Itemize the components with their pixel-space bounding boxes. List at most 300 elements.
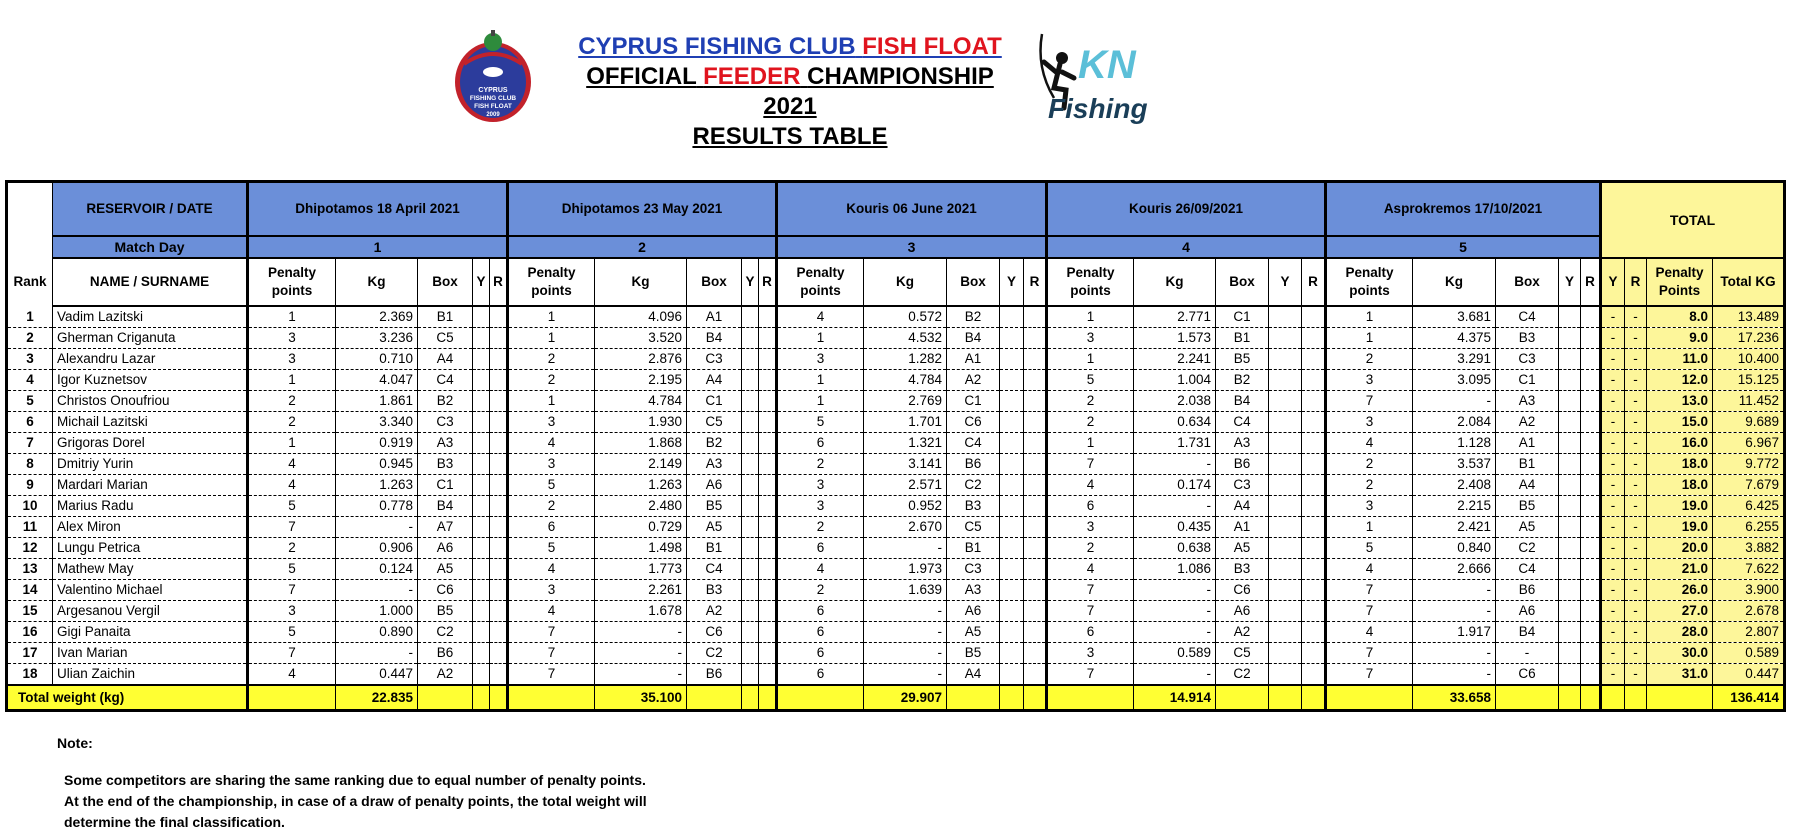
kg-cell: - xyxy=(864,664,947,686)
kg-cell: 1.000 xyxy=(336,601,418,622)
r-cell xyxy=(490,517,508,538)
penalty-cell: 5 xyxy=(248,559,336,580)
name-cell: Gherman Criganuta xyxy=(53,328,248,349)
kg-cell: 3.291 xyxy=(1413,349,1496,370)
rank-cell: 11 xyxy=(7,517,53,538)
table-row xyxy=(7,433,1785,454)
kg-cell: 3.340 xyxy=(336,412,418,433)
match-2-kg-header: Kg xyxy=(595,258,687,306)
kg-cell: - xyxy=(336,517,418,538)
kg-cell: 1.773 xyxy=(595,559,687,580)
penalty-cell: 4 xyxy=(248,454,336,475)
box-cell: C4 xyxy=(1496,306,1559,328)
penalty-cell: 2 xyxy=(1047,412,1134,433)
r-cell xyxy=(1302,643,1326,664)
y-cell xyxy=(1000,328,1024,349)
box-cell: B5 xyxy=(1496,496,1559,517)
y-cell xyxy=(473,643,490,664)
box-cell: B1 xyxy=(418,306,473,328)
total-r-cell: - xyxy=(1625,370,1647,391)
kg-cell: 1.678 xyxy=(595,601,687,622)
rank-cell: 15 xyxy=(7,601,53,622)
penalty-cell: 1 xyxy=(508,306,595,328)
y-cell xyxy=(473,370,490,391)
penalty-cell: 3 xyxy=(508,580,595,601)
r-cell xyxy=(1024,622,1047,643)
r-cell xyxy=(1024,580,1047,601)
r-cell xyxy=(1024,601,1047,622)
r-cell xyxy=(1024,517,1047,538)
y-cell xyxy=(1559,517,1581,538)
r-cell xyxy=(1581,601,1601,622)
svg-text:2009: 2009 xyxy=(486,112,500,118)
kg-cell: 2.771 xyxy=(1134,306,1216,328)
table-row xyxy=(7,643,1785,664)
kg-cell: 4.047 xyxy=(336,370,418,391)
y-cell xyxy=(1000,496,1024,517)
box-cell: A2 xyxy=(1496,412,1559,433)
match-5-r-header: R xyxy=(1581,258,1601,306)
total-penalty-cell: 18.0 xyxy=(1647,454,1713,475)
y-cell xyxy=(1269,664,1302,686)
penalty-cell: 1 xyxy=(508,391,595,412)
r-cell xyxy=(1302,475,1326,496)
box-cell: B3 xyxy=(1216,559,1269,580)
match-1-r-header: R xyxy=(490,258,508,306)
match-4-penalty-header: Penalty points xyxy=(1047,258,1134,306)
kg-cell: 1.263 xyxy=(595,475,687,496)
kg-cell: - xyxy=(1134,496,1216,517)
penalty-cell: 2 xyxy=(1047,538,1134,559)
total-y-cell: - xyxy=(1601,454,1625,475)
kg-cell: - xyxy=(1413,580,1496,601)
rank-cell: 3 xyxy=(7,349,53,370)
total-r-cell: - xyxy=(1625,454,1647,475)
penalty-cell: 2 xyxy=(248,412,336,433)
r-cell xyxy=(1024,349,1047,370)
match-4-box-header: Box xyxy=(1216,258,1269,306)
total-penalty-cell: 19.0 xyxy=(1647,517,1713,538)
r-cell xyxy=(759,643,777,664)
box-cell: B6 xyxy=(947,454,1000,475)
kg-cell: 0.589 xyxy=(1134,643,1216,664)
kg-cell: 0.638 xyxy=(1134,538,1216,559)
table-row xyxy=(7,622,1785,643)
box-cell: B5 xyxy=(687,496,742,517)
r-cell xyxy=(1581,538,1601,559)
kg-cell: 2.480 xyxy=(595,496,687,517)
penalty-cell: 3 xyxy=(1326,412,1413,433)
match-day-1: 1 xyxy=(248,236,508,258)
page-header xyxy=(0,26,1800,150)
y-cell xyxy=(1000,664,1024,686)
y-cell xyxy=(1000,517,1024,538)
kg-cell: 2.261 xyxy=(595,580,687,601)
y-cell xyxy=(473,622,490,643)
r-cell xyxy=(1024,559,1047,580)
y-cell xyxy=(742,391,759,412)
total-weight-ty-blank xyxy=(1601,685,1625,711)
match-2-total-weight: 35.100 xyxy=(595,685,687,711)
kg-cell: 0.919 xyxy=(336,433,418,454)
y-cell xyxy=(1000,538,1024,559)
box-cell: A3 xyxy=(1216,433,1269,454)
box-cell: B5 xyxy=(418,601,473,622)
penalty-cell: 5 xyxy=(248,622,336,643)
match-day-3: 3 xyxy=(777,236,1047,258)
penalty-cell: 2 xyxy=(1326,349,1413,370)
rank-cell: 6 xyxy=(7,412,53,433)
total-penalty-cell: 18.0 xyxy=(1647,475,1713,496)
y-cell xyxy=(1559,601,1581,622)
rank-cell: 1 xyxy=(7,306,53,328)
kg-cell: 0.572 xyxy=(864,306,947,328)
y-cell xyxy=(473,412,490,433)
total-penalty-cell: 16.0 xyxy=(1647,433,1713,454)
total-r-cell: - xyxy=(1625,306,1647,328)
penalty-cell: 2 xyxy=(777,454,864,475)
penalty-cell: 7 xyxy=(248,643,336,664)
y-cell xyxy=(1269,601,1302,622)
penalty-cell: 2 xyxy=(1326,475,1413,496)
penalty-cell: 7 xyxy=(248,580,336,601)
total-kg-header: Total KG xyxy=(1713,258,1785,306)
total-weight-r-blank xyxy=(1302,685,1326,711)
penalty-cell: 6 xyxy=(1047,496,1134,517)
penalty-cell: 5 xyxy=(508,475,595,496)
box-cell: C5 xyxy=(418,328,473,349)
box-cell: B1 xyxy=(947,538,1000,559)
r-cell xyxy=(490,454,508,475)
penalty-cell: 4 xyxy=(1326,622,1413,643)
table-row xyxy=(7,370,1785,391)
box-cell: A5 xyxy=(947,622,1000,643)
penalty-cell: 6 xyxy=(1047,622,1134,643)
box-cell: C3 xyxy=(1496,349,1559,370)
y-cell xyxy=(1559,454,1581,475)
r-cell xyxy=(1581,391,1601,412)
r-cell xyxy=(1581,643,1601,664)
y-cell xyxy=(473,601,490,622)
penalty-cell: 7 xyxy=(1326,580,1413,601)
match-1-venue: Dhipotamos 18 April 2021 xyxy=(248,182,508,237)
y-cell xyxy=(1559,328,1581,349)
match-3-r-header: R xyxy=(1024,258,1047,306)
y-cell xyxy=(1000,391,1024,412)
box-cell: C6 xyxy=(1496,664,1559,686)
total-r-cell: - xyxy=(1625,643,1647,664)
r-cell xyxy=(490,328,508,349)
y-cell xyxy=(1269,370,1302,391)
penalty-cell: 1 xyxy=(777,370,864,391)
rank-cell: 7 xyxy=(7,433,53,454)
y-cell xyxy=(742,412,759,433)
total-kg-cell: 7.622 xyxy=(1713,559,1785,580)
title-official: OFFICIAL xyxy=(586,63,697,90)
total-y-cell: - xyxy=(1601,580,1625,601)
y-cell xyxy=(1559,643,1581,664)
penalty-cell: 5 xyxy=(1326,538,1413,559)
penalty-cell: 2 xyxy=(248,538,336,559)
penalty-cell: 1 xyxy=(1326,306,1413,328)
y-cell xyxy=(1269,412,1302,433)
r-cell xyxy=(490,664,508,686)
y-cell xyxy=(1269,538,1302,559)
y-cell xyxy=(742,306,759,328)
y-cell xyxy=(473,517,490,538)
penalty-cell: 3 xyxy=(1326,496,1413,517)
y-cell xyxy=(473,538,490,559)
total-r-cell: - xyxy=(1625,538,1647,559)
match-5-total-weight: 33.658 xyxy=(1413,685,1496,711)
y-cell xyxy=(1269,391,1302,412)
total-weight-box-blank xyxy=(1216,685,1269,711)
box-cell: A1 xyxy=(1496,433,1559,454)
box-cell: C2 xyxy=(947,475,1000,496)
box-cell: B1 xyxy=(1216,328,1269,349)
r-cell xyxy=(1302,328,1326,349)
y-cell xyxy=(742,496,759,517)
total-y-cell: - xyxy=(1601,643,1625,664)
y-cell xyxy=(473,475,490,496)
kg-cell: - xyxy=(595,664,687,686)
penalty-cell: 3 xyxy=(1047,643,1134,664)
box-cell: A5 xyxy=(1496,517,1559,538)
y-cell xyxy=(1559,538,1581,559)
r-cell xyxy=(490,538,508,559)
box-cell: B6 xyxy=(687,664,742,686)
name-cell: Christos Onoufriou xyxy=(53,391,248,412)
kg-cell: 1.282 xyxy=(864,349,947,370)
kg-cell: - xyxy=(1134,664,1216,686)
penalty-cell: 3 xyxy=(508,454,595,475)
y-cell xyxy=(1000,349,1024,370)
total-weight-box-blank xyxy=(418,685,473,711)
kg-cell: - xyxy=(595,622,687,643)
y-cell xyxy=(742,538,759,559)
match-day-header: Match Day xyxy=(53,236,248,258)
penalty-cell: 1 xyxy=(1326,517,1413,538)
kg-cell: 2.241 xyxy=(1134,349,1216,370)
r-cell xyxy=(759,328,777,349)
box-cell: A6 xyxy=(418,538,473,559)
match-3-box-header: Box xyxy=(947,258,1000,306)
y-cell xyxy=(1269,475,1302,496)
penalty-cell: 1 xyxy=(777,391,864,412)
y-cell xyxy=(1559,306,1581,328)
note-label: Note: xyxy=(57,735,93,751)
kg-cell: 1.701 xyxy=(864,412,947,433)
title-championship: CHAMPIONSHIP 2021 xyxy=(763,63,994,120)
total-y-cell: - xyxy=(1601,475,1625,496)
r-cell xyxy=(1302,306,1326,328)
r-cell xyxy=(1581,433,1601,454)
total-r-cell: - xyxy=(1625,433,1647,454)
total-kg-cell: 7.679 xyxy=(1713,475,1785,496)
penalty-cell: 1 xyxy=(248,306,336,328)
kg-cell: 1.498 xyxy=(595,538,687,559)
results-table-wrapper xyxy=(5,180,1786,712)
penalty-cell: 4 xyxy=(1326,433,1413,454)
box-cell: A4 xyxy=(947,664,1000,686)
penalty-cell: 4 xyxy=(508,559,595,580)
total-weight-y-blank xyxy=(473,685,490,711)
r-cell xyxy=(759,517,777,538)
club-name: CYPRUS FISHING CLUB xyxy=(578,33,856,60)
total-weight-penalty-blank xyxy=(248,685,336,711)
match-2-box-header: Box xyxy=(687,258,742,306)
rank-cell: 9 xyxy=(7,475,53,496)
kg-cell: - xyxy=(1134,601,1216,622)
r-cell xyxy=(1302,454,1326,475)
box-cell: A4 xyxy=(418,349,473,370)
kg-cell: 1.639 xyxy=(864,580,947,601)
total-weight-y-blank xyxy=(1559,685,1581,711)
match-4-venue: Kouris 26/09/2021 xyxy=(1047,182,1326,237)
total-penalty-cell: 31.0 xyxy=(1647,664,1713,686)
penalty-cell: 1 xyxy=(1047,306,1134,328)
match-5-penalty-header: Penalty points xyxy=(1326,258,1413,306)
kg-cell: 2.666 xyxy=(1413,559,1496,580)
penalty-cell: 6 xyxy=(777,622,864,643)
penalty-cell: 4 xyxy=(248,475,336,496)
box-cell: C5 xyxy=(687,412,742,433)
note-line-2: At the end of the championship, in case of a draw of penalty points, the total weight will xyxy=(64,793,647,809)
penalty-cell: 2 xyxy=(1047,391,1134,412)
y-cell xyxy=(1000,475,1024,496)
match-3-kg-header: Kg xyxy=(864,258,947,306)
kg-cell: - xyxy=(595,643,687,664)
penalty-cell: 4 xyxy=(1047,559,1134,580)
name-cell: Marius Radu xyxy=(53,496,248,517)
kg-cell: 1.973 xyxy=(864,559,947,580)
kg-cell: 3.537 xyxy=(1413,454,1496,475)
penalty-cell: 3 xyxy=(777,475,864,496)
r-cell xyxy=(490,580,508,601)
box-cell: C4 xyxy=(687,559,742,580)
r-cell xyxy=(759,412,777,433)
r-cell xyxy=(1024,306,1047,328)
rank-cell: 5 xyxy=(7,391,53,412)
total-y-header: Y xyxy=(1601,258,1625,306)
svg-text:KN: KN xyxy=(1078,43,1136,87)
box-cell: A4 xyxy=(1216,496,1269,517)
y-cell xyxy=(1559,559,1581,580)
total-penalty-cell: 15.0 xyxy=(1647,412,1713,433)
total-r-cell: - xyxy=(1625,412,1647,433)
penalty-cell: 3 xyxy=(508,412,595,433)
svg-text:FISH FLOAT: FISH FLOAT xyxy=(474,103,512,110)
box-cell: B6 xyxy=(1496,580,1559,601)
penalty-cell: 6 xyxy=(777,433,864,454)
name-cell: Ivan Marian xyxy=(53,643,248,664)
total-weight-box-blank xyxy=(687,685,742,711)
kg-cell: 3.095 xyxy=(1413,370,1496,391)
r-cell xyxy=(1581,370,1601,391)
total-weight-r-blank xyxy=(490,685,508,711)
penalty-cell: 3 xyxy=(1326,370,1413,391)
rank-cell: 12 xyxy=(7,538,53,559)
name-cell: Grigoras Dorel xyxy=(53,433,248,454)
name-cell: Michail Lazitski xyxy=(53,412,248,433)
penalty-cell: 6 xyxy=(777,643,864,664)
box-cell: A3 xyxy=(947,580,1000,601)
kg-cell: 1.868 xyxy=(595,433,687,454)
y-cell xyxy=(1000,643,1024,664)
match-1-penalty-header: Penalty points xyxy=(248,258,336,306)
y-cell xyxy=(742,517,759,538)
y-cell xyxy=(1269,580,1302,601)
kg-cell: 1.917 xyxy=(1413,622,1496,643)
box-cell: C3 xyxy=(418,412,473,433)
box-cell: A3 xyxy=(1496,391,1559,412)
y-cell xyxy=(473,328,490,349)
svg-text:Fishing: Fishing xyxy=(1048,93,1148,124)
penalty-cell: 3 xyxy=(248,601,336,622)
kg-cell: 4.096 xyxy=(595,306,687,328)
match-3-total-weight: 29.907 xyxy=(864,685,947,711)
penalty-cell: 1 xyxy=(508,328,595,349)
match-4-kg-header: Kg xyxy=(1134,258,1216,306)
r-cell xyxy=(1581,412,1601,433)
y-cell xyxy=(1559,391,1581,412)
penalty-cell: 2 xyxy=(777,517,864,538)
y-cell xyxy=(1269,643,1302,664)
r-cell xyxy=(759,306,777,328)
y-cell xyxy=(1269,454,1302,475)
r-cell xyxy=(1581,349,1601,370)
match-2-r-header: R xyxy=(759,258,777,306)
kg-cell: 0.840 xyxy=(1413,538,1496,559)
r-cell xyxy=(1024,475,1047,496)
box-cell: B2 xyxy=(418,391,473,412)
table-row xyxy=(7,496,1785,517)
r-cell xyxy=(759,580,777,601)
rank-cell: 8 xyxy=(7,454,53,475)
title-line-3: RESULTS TABLE xyxy=(692,123,888,150)
box-cell: B3 xyxy=(687,580,742,601)
penalty-cell: 4 xyxy=(777,306,864,328)
r-cell xyxy=(1302,622,1326,643)
box-cell: B4 xyxy=(687,328,742,349)
total-kg-cell: 9.689 xyxy=(1713,412,1785,433)
total-penalty-cell: 21.0 xyxy=(1647,559,1713,580)
r-cell xyxy=(490,643,508,664)
penalty-cell: 1 xyxy=(248,433,336,454)
r-cell xyxy=(759,601,777,622)
note-line-1: Some competitors are sharing the same ranking due to equal number of penalty points. xyxy=(64,772,646,788)
table-row xyxy=(7,328,1785,349)
r-cell xyxy=(759,622,777,643)
y-cell xyxy=(1000,559,1024,580)
table-row xyxy=(7,559,1785,580)
r-cell xyxy=(759,391,777,412)
table-row xyxy=(7,664,1785,686)
svg-text:FISHING CLUB: FISHING CLUB xyxy=(469,95,517,102)
rank-cell: 16 xyxy=(7,622,53,643)
r-cell xyxy=(1581,306,1601,328)
y-cell xyxy=(742,328,759,349)
penalty-cell: 7 xyxy=(1326,643,1413,664)
box-cell: C4 xyxy=(418,370,473,391)
match-5-venue: Asprokremos 17/10/2021 xyxy=(1326,182,1601,237)
match-5-y-header: Y xyxy=(1559,258,1581,306)
rank-cell: 4 xyxy=(7,370,53,391)
club-name-red: FISH FLOAT xyxy=(862,33,1002,60)
total-kg-cell: 6.967 xyxy=(1713,433,1785,454)
name-cell: Alex Miron xyxy=(53,517,248,538)
r-cell xyxy=(1302,433,1326,454)
